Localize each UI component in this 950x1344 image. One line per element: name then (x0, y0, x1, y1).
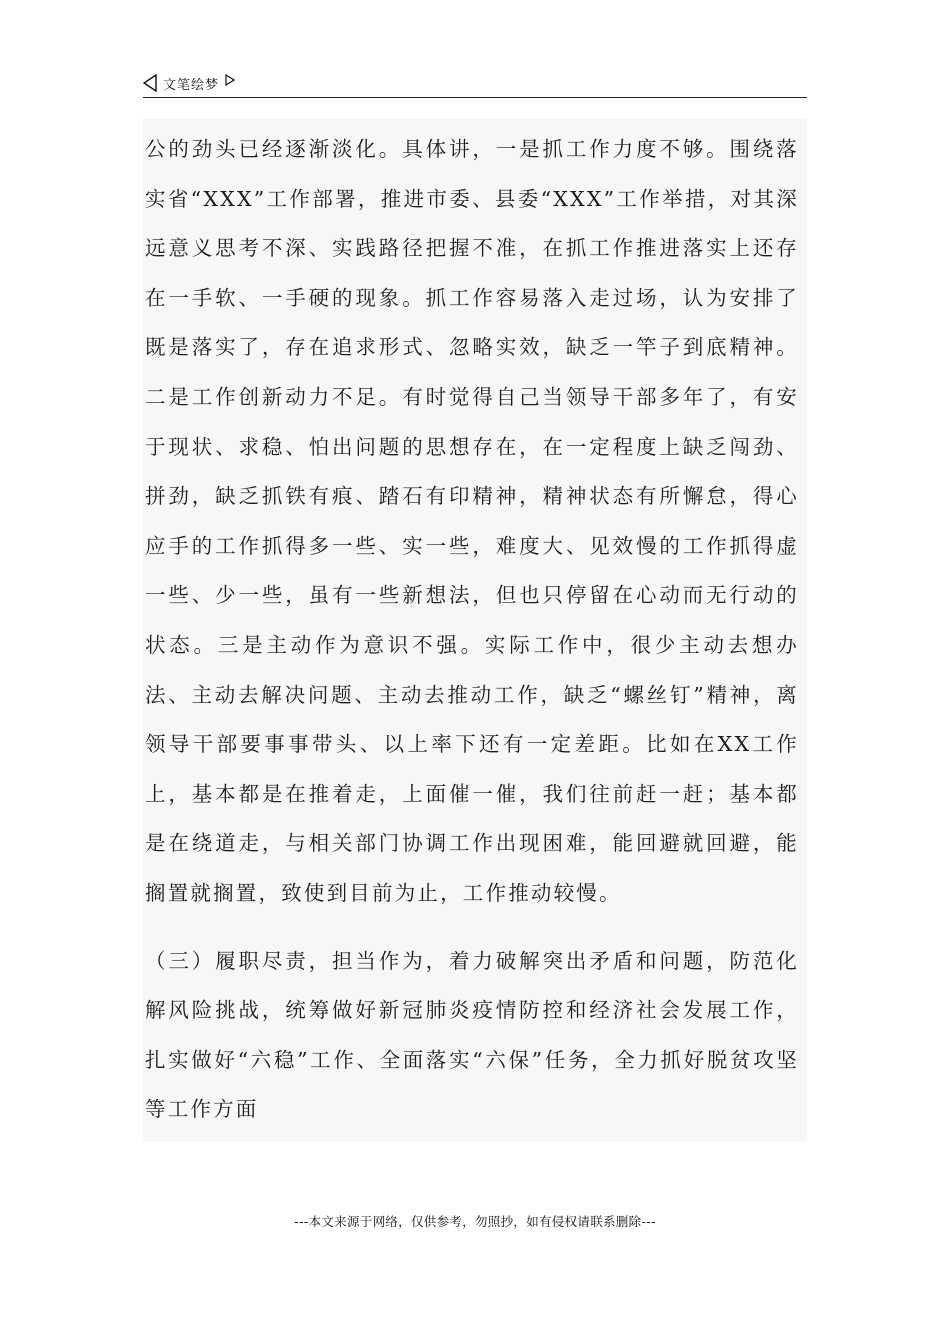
body-paragraph-1: 公的劲头已经逐渐淡化。具体讲，一是抓工作力度不够。围绕落实省“XXX”工作部署，推进市委、县委“XXX”工作举措，对其深远意义思考不深、实践路径把握不准，在抓工作推进落实上还存在一手软、一手硬的现象。抓工作容易落入走过场，认为安排了既是落实了，存在追求形式、忽略实效，缺乏一竿子到底精神。二是工作创新动力不足。有时觉得自己当领导干部多年了，有安于现状、求稳、怕出问题的思想存在，在一定程度上缺乏闯劲、拼劲，缺乏抓铁有痕、踏石有印精神，精神状态有所懈怠，得心应手的工作抓得多一些、实一些，难度大、见效慢的工作抓得虚一些、少一些，虽有一些新想法，但也只停留在心动而无行动的状态。三是主动作为意识不强。实际工作中，很少主动去想办法、主动去解决问题、主动去推动工作，缺乏“螺丝钉”精神，离领导干部要事事带头、以上率下还有一定差距。比如在XX工作上，基本都是在推着走，上面催一催，我们往前赶一赶；基本都是在绕道走，与相关部门协调工作出现困难，能回避就回避，能搁置就搁置，致使到目前为止，工作推动较慢。 (145, 137, 799, 905)
header-divider (143, 97, 807, 98)
document-body (143, 118, 807, 1142)
brand-name: 文笔绘梦 (163, 77, 220, 93)
header-brand-row (143, 70, 807, 96)
left-triangle-icon (143, 74, 157, 92)
page-header (143, 70, 807, 98)
footer-notice: ---本文来源于网络，仅供参考，勿照抄，如有侵权请联系删除--- (294, 1214, 656, 1229)
body-paragraph-2: （三）履职尽责，担当作为，着力破解突出矛盾和问题，防范化解风险挑战，统筹做好新冠肺炎疫情防控和经济社会发展工作，扎实做好“六稳”工作、全面落实“六保”任务，全力抓好脱贫攻坚等工作方面 (145, 948, 799, 1122)
right-triangle-icon (225, 74, 235, 86)
